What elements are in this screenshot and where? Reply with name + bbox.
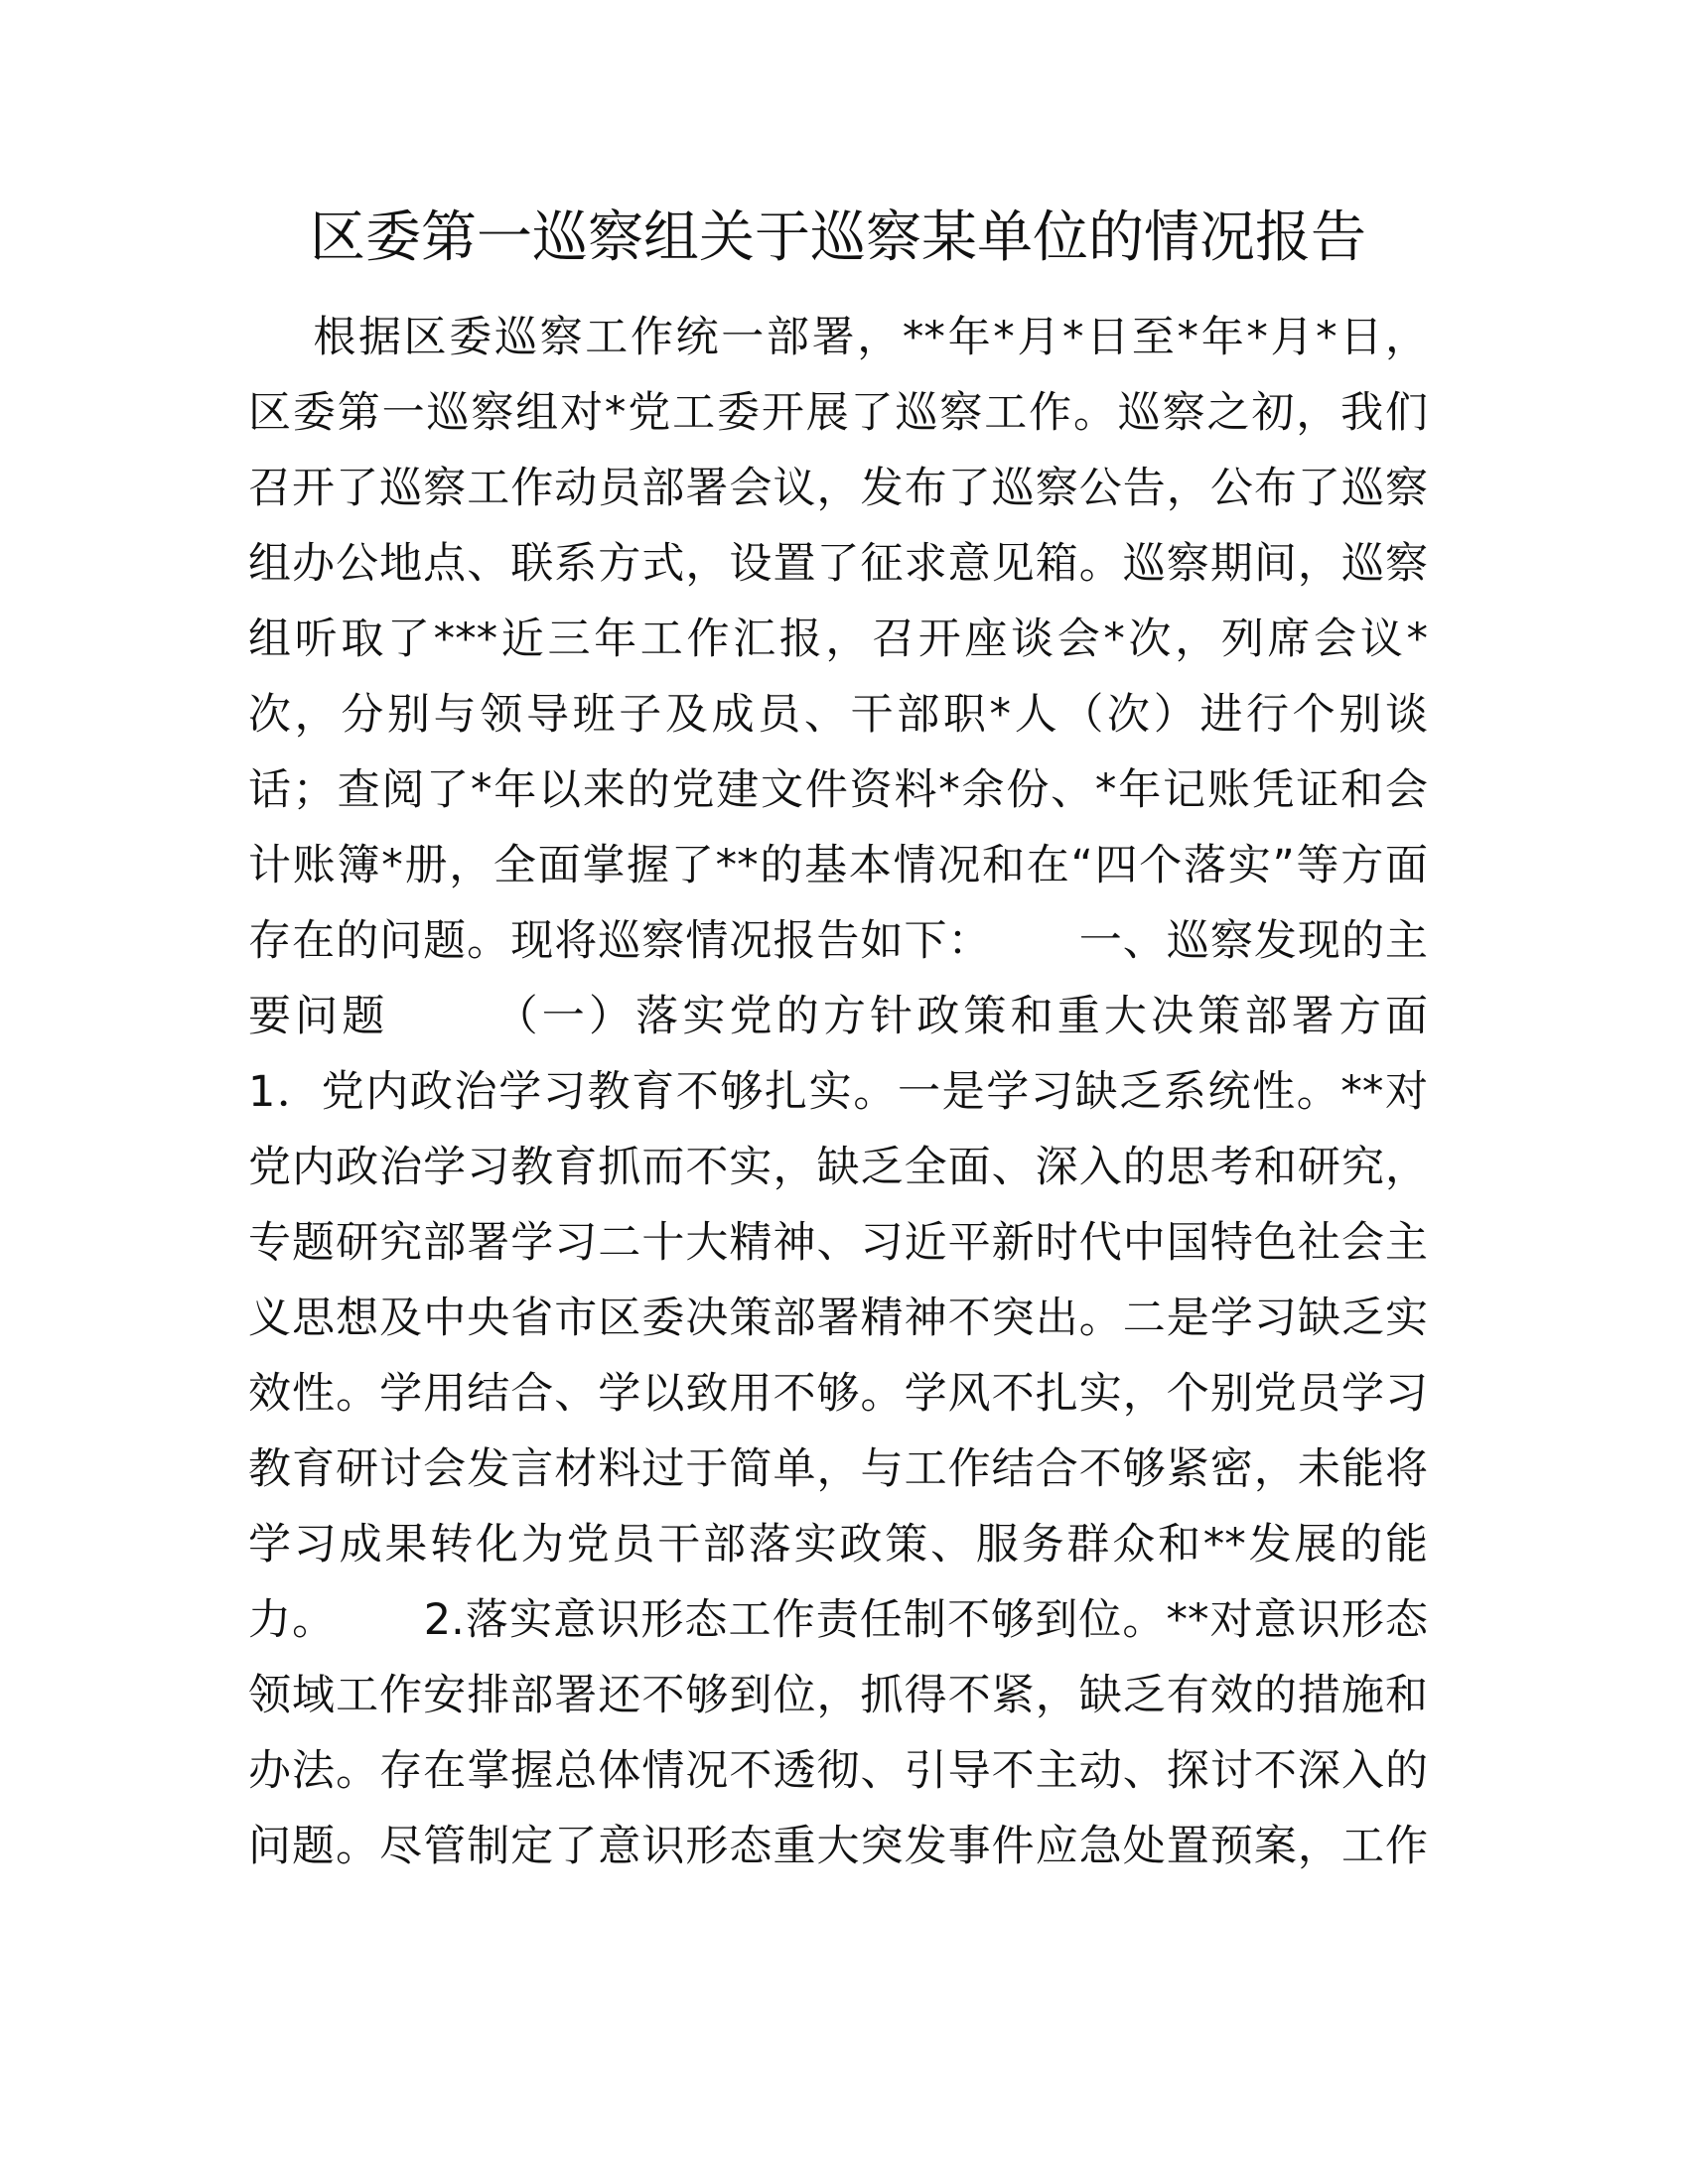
body-line: 根据区委巡察工作统一部署，**年*月*日至*年*月*日， — [248, 313, 1428, 362]
body-line: 召开了巡察工作动员部署会议，发布了巡察公告，公布了巡察 — [248, 464, 1428, 513]
body-line: 问题。尽管制定了意识形态重大突发事件应急处置预案，工作 — [248, 1822, 1428, 1871]
body-line: 存在的问题。现将巡察情况报告如下： 一、巡察发现的主 — [248, 916, 1428, 966]
body-line: 办法。存在掌握总体情况不透彻、引导不主动、探讨不深入的 — [248, 1746, 1428, 1796]
body-line: 领域工作安排部署还不够到位，抓得不紧，缺乏有效的措施和 — [248, 1671, 1428, 1720]
body-line: 学习成果转化为党员干部落实政策、服务群众和**发展的能 — [248, 1520, 1428, 1570]
body-line: 要问题 （一）落实党的方针政策和重大决策部署方面 — [248, 992, 1428, 1041]
body-line: 义思想及中央省市区委决策部署精神不突出。二是学习缺乏实 — [248, 1294, 1428, 1343]
body-line: 专题研究部署学习二十大精神、习近平新时代中国特色社会主 — [248, 1218, 1428, 1268]
document-title: 区委第一巡察组关于巡察某单位的情况报告 — [310, 205, 1366, 270]
body-line: 力。 2.落实意识形态工作责任制不够到位。**对意识形态 — [248, 1595, 1428, 1645]
body-line: 计账簿*册，全面掌握了**的基本情况和在“四个落实”等方面 — [248, 841, 1428, 890]
body-line: 1．党内政治学习教育不够扎实。一是学习缺乏系统性。**对 — [248, 1067, 1428, 1117]
document-body — [248, 300, 1428, 1884]
body-line: 区委第一巡察组对*党工委开展了巡察工作。巡察之初，我们 — [248, 388, 1428, 438]
body-line: 话；查阅了*年以来的党建文件资料*余份、*年记账凭证和会 — [248, 765, 1428, 815]
body-line: 教育研讨会发言材料过于简单，与工作结合不够紧密，未能将 — [248, 1444, 1428, 1494]
body-line: 次，分别与领导班子及成员、干部职*人（次）进行个别谈 — [248, 690, 1428, 740]
body-line: 组办公地点、联系方式，设置了征求意见箱。巡察期间，巡察 — [248, 539, 1428, 589]
body-line: 效性。学用结合、学以致用不够。学风不扎实，个别党员学习 — [248, 1369, 1428, 1419]
body-line: 组听取了***近三年工作汇报，召开座谈会*次，列席会议* — [248, 614, 1428, 664]
body-line: 党内政治学习教育抓而不实，缺乏全面、深入的思考和研究， — [248, 1143, 1428, 1192]
